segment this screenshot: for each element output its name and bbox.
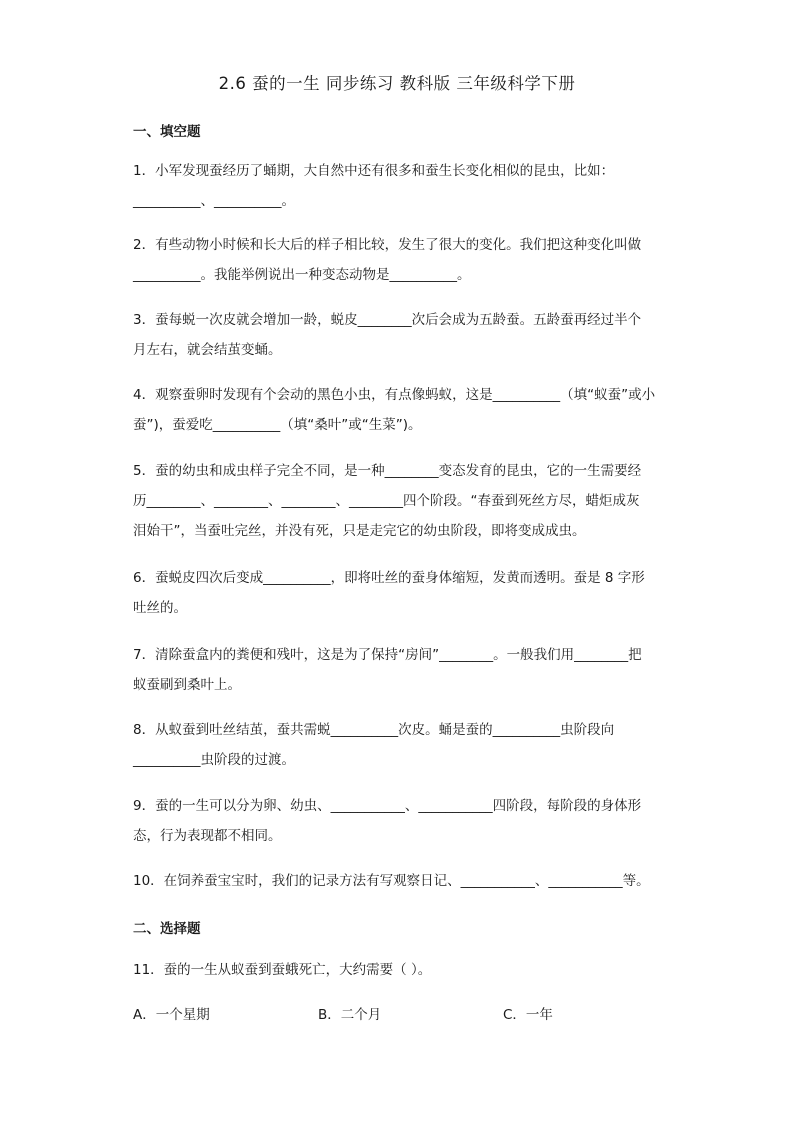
- section-heading-fill-in: 一、填空题: [133, 124, 201, 140]
- option-a[interactable]: A．一个星期: [133, 1007, 210, 1023]
- option-b[interactable]: B．二个月: [318, 1007, 382, 1023]
- question-line: __________虫阶段的过渡。: [133, 752, 295, 768]
- page-title: 2.6 蚕的一生 同步练习 教科版 三年级科学下册: [218, 74, 576, 93]
- question-1: [133, 156, 663, 216]
- question-10: [133, 866, 663, 896]
- question-line: 泪始干”，当蚕吐完丝，并没有死，只是走完它的幼虫阶段，即将变成成虫。: [133, 523, 586, 539]
- option-c[interactable]: C．一年: [503, 1007, 553, 1023]
- question-line: 8．从蚁蚕到吐丝结茧，蚕共需蜕__________次皮。蛹是蚕的__________虫阶段向: [133, 722, 615, 738]
- question-line: 9．蚕的一生可以分为卵、幼虫、___________、___________四阶段，每阶段的身体形: [133, 798, 642, 814]
- question-line: 吐丝的。: [133, 600, 187, 616]
- question-5: [133, 456, 663, 546]
- question-6: [133, 563, 663, 623]
- question-line: 蚁蚕刷到桑叶上。: [133, 677, 241, 693]
- question-line: 10．在饲养蚕宝宝时，我们的记录方法有写观察日记、___________、___________等。: [133, 873, 650, 889]
- question-line: __________、__________。: [133, 193, 295, 209]
- question-11: [133, 955, 663, 985]
- question-line: 7．清除蚕盒内的粪便和残叶，这是为了保持“房间”________。一般我们用________把: [133, 647, 642, 663]
- question-line: 3．蚕每蜕一次皮就会增加一龄，蜕皮________次后会成为五龄蚕。五龄蚕再经过半个: [133, 312, 642, 328]
- question-7: [133, 640, 663, 700]
- question-line: 月左右，就会结茧变蛹。: [133, 342, 282, 358]
- question-line: 历________、________、________、________四个阶段。“春蚕到死丝方尽，蜡炬成灰: [133, 493, 640, 509]
- question-9: [133, 791, 663, 851]
- question-line: 11．蚕的一生从蚁蚕到蚕蛾死亡，大约需要（ ）。: [133, 962, 432, 978]
- question-line: 2．有些动物小时候和长大后的样子相比较，发生了很大的变化。我们把这种变化叫做: [133, 237, 642, 253]
- question-line: 6．蚕蜕皮四次后变成__________，即将吐丝的蚕身体缩短，发黄而透明。蚕是 8 字形: [133, 570, 645, 586]
- question-line: __________。我能举例说出一种变态动物是__________。: [133, 267, 471, 283]
- question-8: [133, 715, 663, 775]
- question-3: [133, 305, 663, 365]
- question-line: 5．蚕的幼虫和成虫样子完全不同，是一种________变态发育的昆虫，它的一生需要经: [133, 463, 642, 479]
- question-line: 4．观察蚕卵时发现有个会动的黑色小虫，有点像蚂蚁，这是__________（填“蚁蚕”或小: [133, 387, 656, 403]
- question-line: 态，行为表现都不相同。: [133, 828, 282, 844]
- question-2: [133, 230, 663, 290]
- question-line: 蚕”)，蚕爱吃__________（填“桑叶”或“生菜”)。: [133, 417, 422, 433]
- question-4: [133, 380, 663, 440]
- section-heading-multiple-choice: 二、选择题: [133, 921, 201, 937]
- question-line: 1．小军发现蚕经历了蛹期，大自然中还有很多和蚕生长变化相似的昆虫，比如：: [133, 163, 615, 179]
